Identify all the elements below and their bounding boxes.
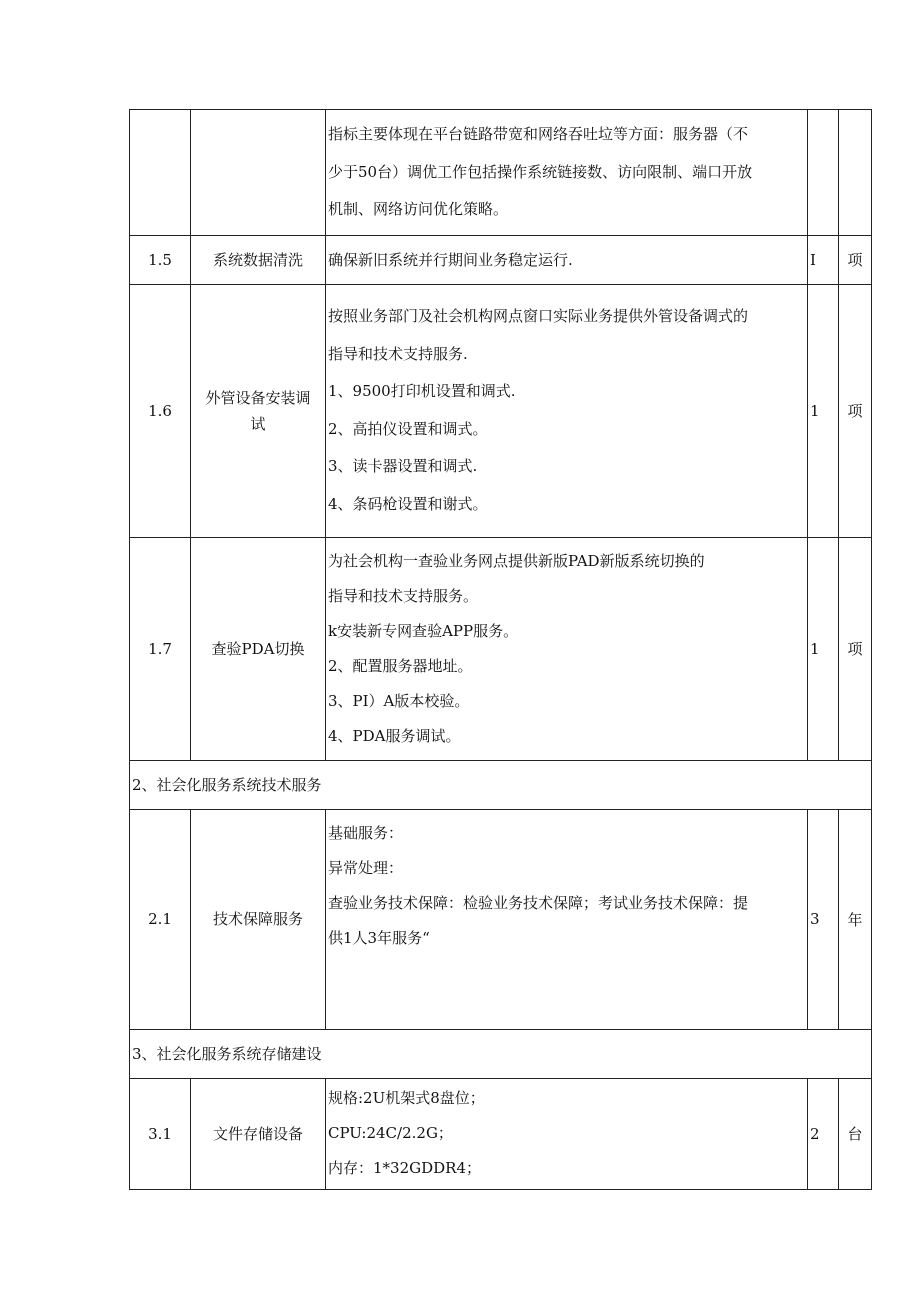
procurement-table	[129, 109, 872, 1190]
table-row	[130, 1078, 872, 1189]
table-row	[130, 235, 872, 284]
item-unit	[839, 110, 872, 236]
item-quantity: 2	[808, 1078, 839, 1189]
item-name: 系统数据清洗	[191, 235, 326, 284]
item-unit: 项	[839, 537, 872, 760]
description-line: 3、PI）A版本校验。	[328, 691, 470, 710]
description-line: 异常处理：	[328, 858, 404, 877]
item-number	[130, 110, 191, 236]
section-title: 3、社会化服务系统存储建设	[130, 1029, 872, 1078]
description-line: 查验业务技术保障：检验业务技术保障；考试业务技术保障：提	[328, 893, 749, 912]
description-line: 3、读卡器设置和调式.	[328, 457, 478, 475]
item-quantity	[808, 110, 839, 236]
item-quantity: 1	[808, 284, 839, 537]
item-name	[191, 110, 326, 236]
item-number: 2.1	[130, 809, 191, 1029]
description-line: 按照业务部门及社会机构网点窗口实际业务提供外管设备调式的	[328, 307, 749, 325]
item-name	[191, 284, 326, 537]
item-number: 1.5	[130, 235, 191, 284]
description-line: 1、9500打印机设置和调式.	[328, 382, 516, 400]
item-number: 3.1	[130, 1078, 191, 1189]
description-line: CPU:24C/2.2G；	[328, 1124, 453, 1142]
description-line: 机制、网络访问优化策略。	[328, 200, 509, 218]
item-description	[326, 110, 808, 236]
item-name-line: 外管设备安装调	[205, 388, 311, 407]
table-row	[130, 110, 872, 236]
item-unit: 项	[839, 235, 872, 284]
item-name: 查验PDA切换	[191, 537, 326, 760]
description-line: 4、条码枪设置和谢式。	[328, 494, 488, 513]
item-description	[326, 809, 808, 1029]
item-number: 1.7	[130, 537, 191, 760]
item-name-line: 试	[250, 414, 266, 433]
description-line: 为社会机构一查验业务网点提供新版PAD新版系统切换的	[328, 551, 705, 570]
item-description	[326, 1078, 808, 1189]
item-number: 1.6	[130, 284, 191, 537]
item-unit: 年	[839, 809, 872, 1029]
description-line: 2、高拍仪设置和调式。	[328, 419, 488, 438]
section-title: 2、社会化服务系统技术服务	[130, 760, 872, 809]
description-line: 基础服务：	[328, 823, 404, 842]
description-line: 指导和技术支持服务。	[328, 586, 479, 605]
section-header-row	[130, 1029, 872, 1078]
table-row	[130, 284, 872, 537]
description-line: 2、配置服务器地址。	[328, 656, 473, 675]
item-quantity: 1	[808, 537, 839, 760]
item-quantity: I	[808, 235, 839, 284]
description-line: 指导和技术支持服务.	[328, 344, 468, 363]
item-name: 文件存储设备	[191, 1078, 326, 1189]
description-line: 供1人3年服务“	[328, 928, 430, 947]
item-name: 技术保障服务	[191, 809, 326, 1029]
description-line: 4、PDA服务调试。	[328, 726, 461, 745]
item-unit: 台	[839, 1078, 872, 1189]
item-unit: 项	[839, 284, 872, 537]
description-line: 指标主要体现在平台链路带宽和网络吞吐垃等方面：服务器（不	[328, 125, 749, 143]
item-description	[326, 537, 808, 760]
item-description	[326, 284, 808, 537]
table-row	[130, 537, 872, 760]
section-header-row	[130, 760, 872, 809]
description-line: 规格:2U机架式8盘位；	[328, 1089, 485, 1107]
item-quantity: 3	[808, 809, 839, 1029]
table-row	[130, 809, 872, 1029]
description-line: 少于50台）调优工作包括操作系统链接数、访向限制、端口开放	[328, 162, 753, 181]
item-description: 确保新旧系统并行期间业务稳定运行.	[326, 235, 808, 284]
description-line: 内存：1*32GDDR4；	[328, 1159, 482, 1177]
description-line: k安装新专网查验APP服务。	[328, 621, 519, 640]
